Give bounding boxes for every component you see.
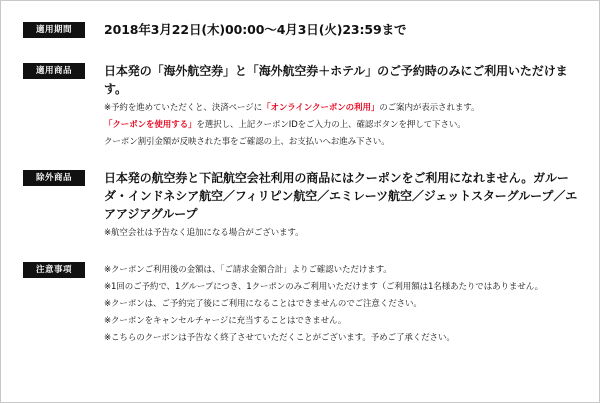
period-label: 適用期間 (23, 22, 85, 38)
products-label: 適用商品 (23, 63, 85, 79)
products-note-3: クーポン割引金額が反映された事をご確認の上、お支払いへお進み下さい。 (104, 137, 390, 147)
excluded-label: 除外商品 (23, 170, 85, 186)
notes-item-1: ※クーポンご利用後の金額は、「ご請求金額合計」よりご確認いただけます。 (104, 265, 392, 275)
products-note-1-pre: ※予約を進めていただくと、決済ページに (104, 103, 263, 113)
products-note-2 (104, 117, 580, 134)
use-coupon-highlight: 「クーポンを使用する」 (104, 120, 197, 130)
products-note-2-post: を選択し、上記クーポンIDをご入力の上、確認ボタンを押して下さい。 (196, 120, 466, 130)
products-text: 日本発の「海外航空券」と「海外航空券＋ホテル」のご予約時のみにご利用いただけます。 (104, 64, 568, 96)
products-note-1 (104, 100, 580, 117)
period-text: 2018年3月22日(木)00:00〜4月3日(火)23:59まで (104, 22, 407, 37)
excluded-note: ※航空会社は予告なく追加になる場合がございます。 (104, 228, 304, 238)
products-note-1-post: のご案内が表示されます。 (379, 103, 480, 113)
online-coupon-highlight: 「オンラインクーポンの利用」 (262, 103, 380, 113)
notes-item-4: ※クーポンをキャンセルチャージに充当することはできません。 (104, 316, 347, 326)
excluded-text: 日本発の航空券と下記航空会社利用の商品にはクーポンをご利用になれません。ガルーダ・インドネシア航空／フィリピン航空／エミレーツ航空／ジェットスターグループ／エアアジアグループ (104, 171, 578, 221)
notes-item-5: ※こちらのクーポンは予告なく終了させていただくことがございます。予めご了承ください。 (104, 333, 455, 343)
notes-item-3: ※クーポンは、ご予約完了後にご利用になることはできませんのでご注意ください。 (104, 299, 422, 309)
notes-label: 注意事項 (23, 262, 85, 278)
notes-item-2: ※1回のご予約で、1グループにつき、1クーポンのみご利用いただけます（ご利用額は1名様あたりではありません。 (104, 282, 544, 292)
